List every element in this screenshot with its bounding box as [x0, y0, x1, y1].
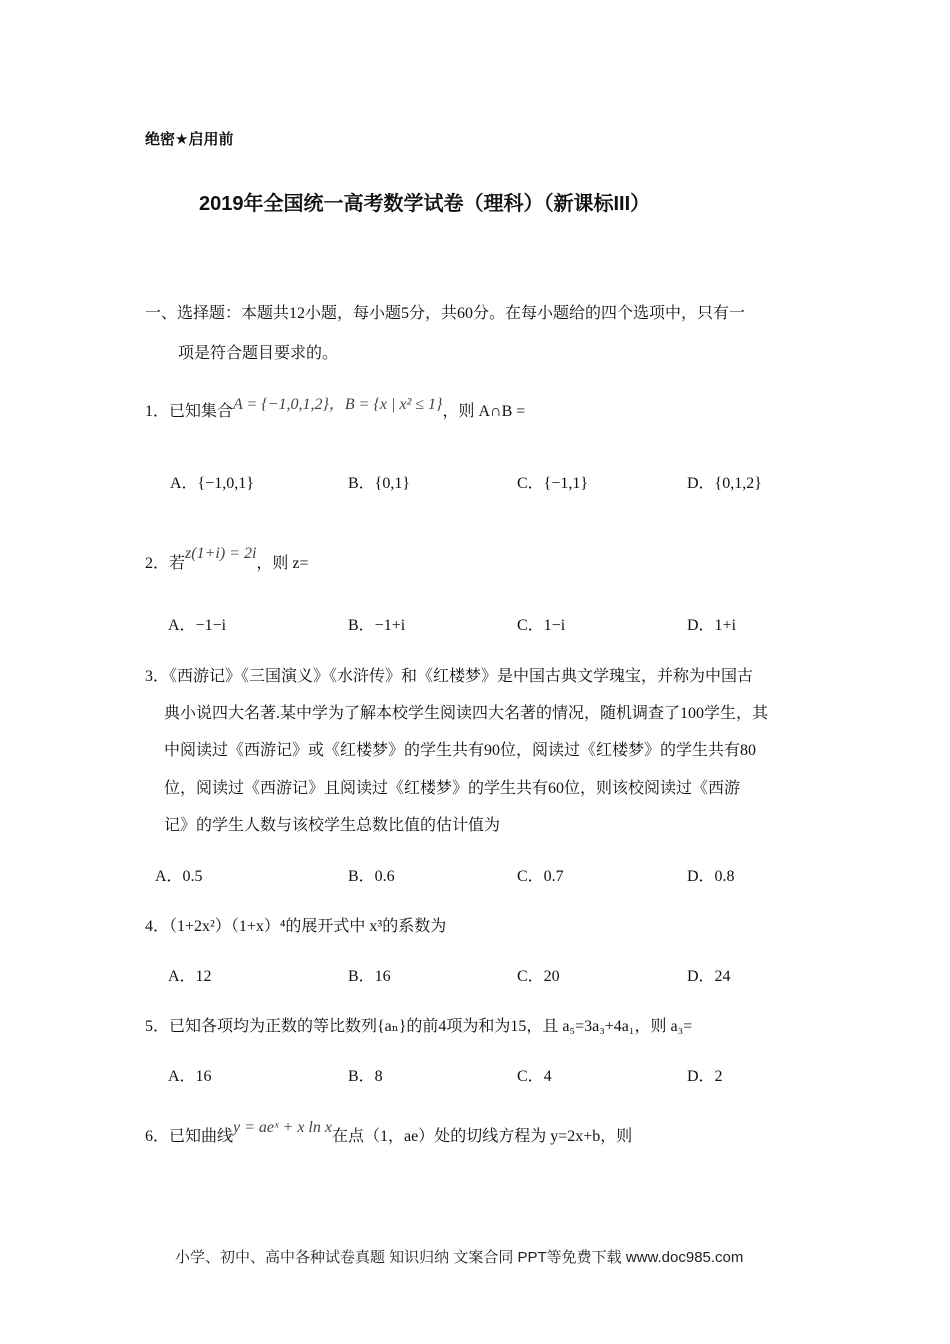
option-b: B．8 — [348, 1068, 383, 1085]
question-3-line: 典小说四大名著.某中学为了解本校学生阅读四大名著的情况，随机调查了100学生，其 — [164, 705, 769, 722]
option-c: C．1−i — [517, 617, 566, 634]
question-3-line: 3．《西游记》《三国演义》《水浒传》和《红楼梦》是中国古典文学瑰宝，并称为中国古 — [145, 668, 754, 685]
question-tail: 在点（1，ae）处的切线方程为 y=2x+b，则 — [331, 1128, 633, 1145]
option-c: C．20 — [517, 968, 560, 985]
option-b: B．16 — [348, 968, 391, 985]
option-c: C．0.7 — [517, 868, 564, 885]
option-a: A．{−1,0,1} — [170, 475, 254, 492]
option-d: D．2 — [687, 1068, 723, 1085]
question-5: 5．已知各项均为正数的等比数列{aₙ}的前4项为和为15，且 a₅=3a₃+4a₁，则 a₃= — [145, 1018, 693, 1035]
question-math: y = aeˣ + x ln x — [233, 1119, 332, 1136]
option-a: A．16 — [168, 1068, 212, 1085]
footer-text: 小学、初中、高中各种试卷真题 知识归纳 文案合同 PPT等免费下载 www.doc985.com — [175, 1249, 744, 1266]
option-a: A．−1−i — [168, 617, 227, 634]
option-d: D．1+i — [687, 617, 737, 634]
question-3-line: 记》的学生人数与该校学生总数比值的估计值为 — [164, 817, 501, 834]
question-1 — [145, 398, 525, 421]
option-d: D．{0,1,2} — [687, 475, 762, 492]
question-6 — [145, 1119, 633, 1146]
question-4: 4．（1+2x²）（1+x）⁴的展开式中 x³的系数为 — [145, 918, 447, 935]
question-stem: 6．已知曲线 — [145, 1128, 234, 1145]
question-math: z(1+i) = 2i — [185, 545, 257, 562]
question-math: A = {−1,0,1,2}，B = {x | x² ≤ 1} — [233, 396, 443, 413]
option-c: C．4 — [517, 1068, 552, 1085]
option-b: B．−1+i — [348, 617, 406, 634]
option-b: B．0.6 — [348, 868, 395, 885]
option-d: D．0.8 — [687, 868, 735, 885]
question-tail: ，则 z= — [256, 555, 309, 572]
option-d: D．24 — [687, 968, 731, 985]
section-heading-line1: 一、选择题：本题共12小题，每小题5分，共60分。在每小题给的四个选项中，只有一 — [145, 305, 746, 322]
page-title: 2019年全国统一高考数学试卷（理科）（新课标III） — [199, 193, 651, 215]
question-stem: 2．若 — [145, 555, 186, 572]
option-b: B．{0,1} — [348, 475, 411, 492]
question-3-line: 中阅读过《西游记》或《红楼梦》的学生共有90位，阅读过《红楼梦》的学生共有80 — [164, 742, 757, 759]
option-a: A．12 — [168, 968, 212, 985]
question-tail: ，则 A∩B = — [442, 403, 526, 420]
question-stem: 1．已知集合 — [145, 403, 234, 420]
confidential-label: 绝密★启用前 — [145, 131, 234, 148]
question-3-line: 位，阅读过《西游记》且阅读过《红楼梦》的学生共有60位，则该校阅读过《西游 — [164, 780, 741, 797]
section-heading-line2: 项是符合题目要求的。 — [178, 345, 339, 362]
question-2 — [145, 545, 309, 573]
option-a: A．0.5 — [155, 868, 203, 885]
option-c: C．{−1,1} — [517, 475, 589, 492]
